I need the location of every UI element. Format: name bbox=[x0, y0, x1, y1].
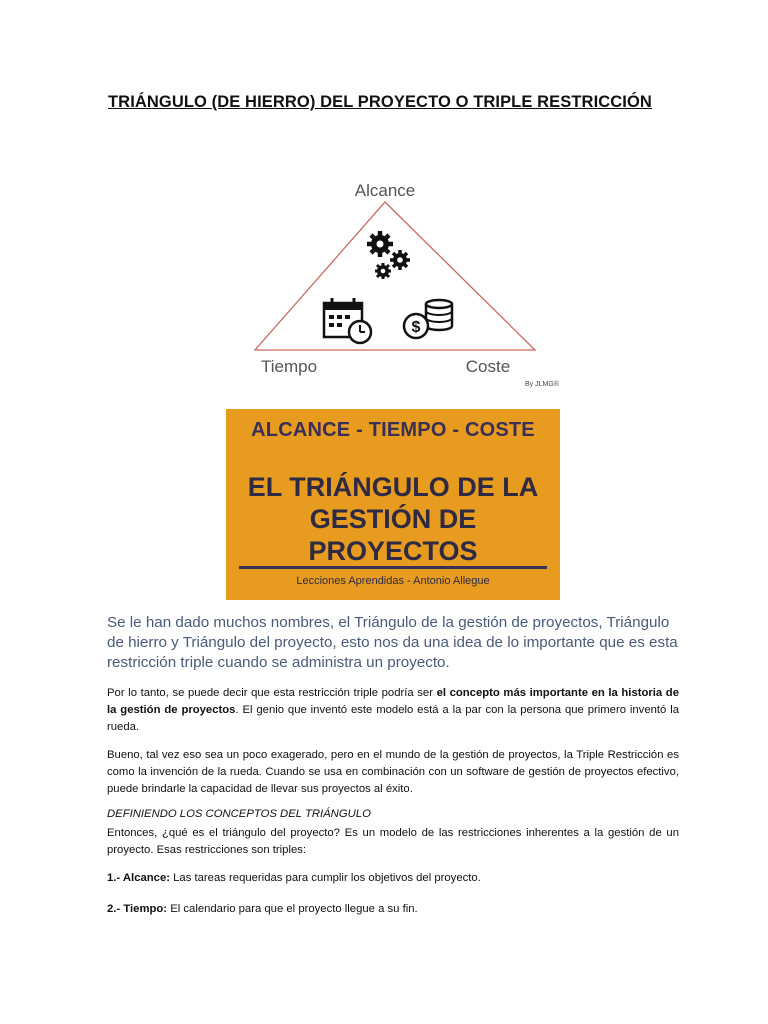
banner-top-text: ALCANCE - TIEMPO - COSTE bbox=[251, 419, 535, 441]
banner-main-line: GESTIÓN DE bbox=[309, 504, 477, 534]
banner-main-line: EL TRIÁNGULO DE LA bbox=[247, 472, 539, 502]
page-title: TRIÁNGULO (DE HIERRO) DEL PROYECTO O TRIPLE RESTRICCIÓN bbox=[108, 93, 652, 111]
triangle-label-coste: Coste bbox=[465, 357, 511, 376]
paragraph-1-bold: el concepto más importante en la historia de la gestión de proyectos bbox=[107, 687, 679, 716]
gears-icon bbox=[367, 231, 410, 279]
banner-image bbox=[226, 409, 560, 600]
list-item-text: El calendario para que el proyecto llegue a su fin. bbox=[167, 903, 418, 915]
paragraph-1-text-end: . El genio que inventó este modelo está a la par con la persona que primero inventó la rueda. bbox=[107, 704, 679, 733]
triangle-credit: By JLMG® bbox=[525, 381, 559, 388]
paragraph-2: Bueno, tal vez eso sea un poco exagerado, pero en el mundo de la gestión de proyectos, la Triple Restricción es como la invención de la rueda. Cuando se usa en combinación con un software de gestión de proyectos efectivo, puede brindarle la capacidad de llevar sus proyectos al éxito. bbox=[107, 749, 679, 795]
lead-paragraph: Se le han dado muchos nombres, el Triángulo de la gestión de proyectos, Triángulo de hierro y Triángulo del proyecto, esto nos da una idea de lo importante que es esta restricción triple cuando se administra un proyecto. bbox=[107, 614, 678, 671]
triangle-diagram bbox=[245, 172, 595, 400]
banner-divider bbox=[239, 566, 547, 569]
banner-subtitle: Lecciones Aprendidas - Antonio Allegue bbox=[296, 575, 490, 587]
list-item-text: Las tareas requeridas para cumplir los objetivos del proyecto. bbox=[170, 872, 481, 884]
triangle-label-tiempo: Tiempo bbox=[260, 357, 318, 376]
section-heading: DEFINIENDO LOS CONCEPTOS DEL TRIÁNGULO bbox=[107, 808, 371, 820]
paragraph-1-text: Por lo tanto, se puede decir que esta restricción triple podría ser bbox=[107, 687, 437, 699]
calendar-clock-icon bbox=[324, 298, 371, 343]
svg-text:$: $ bbox=[411, 319, 421, 336]
triangle-outline bbox=[255, 202, 535, 350]
list-item-label: 2.- Tiempo: bbox=[107, 903, 168, 915]
list-item-label: 1.- Alcance: bbox=[107, 872, 170, 884]
paragraph-3: Entonces, ¿qué es el triángulo del proyecto? Es un modelo de las restricciones inherentes a la gestión de un proyecto. Esas restricciones son triples: bbox=[107, 827, 679, 856]
list-item-alcance bbox=[107, 872, 481, 884]
banner-main-title bbox=[226, 471, 560, 567]
list-item-tiempo bbox=[107, 903, 418, 915]
banner-main-line: PROYECTOS bbox=[308, 536, 478, 566]
paragraph-1 bbox=[107, 685, 679, 736]
money-coins-icon bbox=[404, 300, 452, 338]
triangle-label-alcance: Alcance bbox=[354, 181, 416, 200]
